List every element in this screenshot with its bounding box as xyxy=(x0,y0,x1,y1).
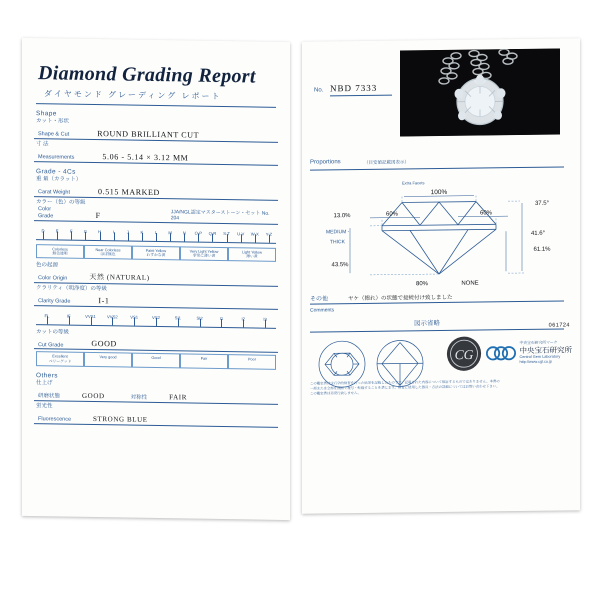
proportions-label: Proportions xyxy=(310,159,341,166)
scale-tick-label: U-V xyxy=(237,230,245,236)
scale-tick-label: IF xyxy=(66,313,71,319)
title-divider xyxy=(36,103,276,108)
field-value-symmetry: FAIR xyxy=(169,392,187,402)
field-color-grade xyxy=(34,199,278,225)
scale-tick-label: I3 xyxy=(263,316,267,322)
report-number-label: No. xyxy=(314,87,324,94)
scale-category-cell: Faint Yellow わずかな黄 xyxy=(132,245,180,260)
scale-tick-label: VVS1 xyxy=(85,313,96,319)
diagram-lower-half-pct: 80% xyxy=(415,281,429,288)
scale-category-cell: Light Yellow 薄い黄 xyxy=(228,247,276,262)
field-finish-group xyxy=(34,380,278,405)
diagram-star-pct: 60% xyxy=(385,211,399,218)
field-shape-and-cut xyxy=(34,118,278,143)
field-label-measurements-jp: 寸 法 xyxy=(36,140,49,148)
field-value-color-origin: 天然 (NATURAL) xyxy=(89,272,150,282)
field-label-cut-en: Cut Grade xyxy=(38,341,64,349)
diagram-culet: NONE xyxy=(461,280,479,287)
field-label-cut-jp: カットの等級 xyxy=(36,328,69,336)
field-label-fluorescence-en: Fluorescence xyxy=(38,415,72,423)
scale-tick-label: VVS2 xyxy=(107,313,118,319)
scale-tick-label: SI2 xyxy=(196,315,203,321)
field-label-color-origin-en: Color Origin xyxy=(38,274,68,282)
field-label-polish: 研磨状態 xyxy=(38,392,61,400)
scale-tick-label: E xyxy=(55,227,59,233)
page-title-japanese: ダイヤモンド グレーディング レポート xyxy=(44,89,222,102)
field-label-measurements-en: Measurements xyxy=(38,154,75,161)
field-label-shape-cut-en: Shape & Cut xyxy=(38,131,70,138)
field-value-fluorescence: STRONG BLUE xyxy=(93,414,148,424)
scale-tick-label: M xyxy=(168,229,172,235)
field-cut-grade xyxy=(34,329,278,354)
scale-tick-label: J xyxy=(126,229,129,235)
scale-tick-label: VS1 xyxy=(130,314,139,320)
diagram-pavilion-depth: 43.5% xyxy=(331,262,349,269)
plot-label: 図示省略 xyxy=(414,320,440,328)
lab-name-jp: 中央宝石研究所 xyxy=(519,345,572,355)
field-color-origin xyxy=(34,262,278,287)
certificate-right-page xyxy=(302,38,580,513)
scale-tick-label: FL xyxy=(44,312,50,318)
field-label-color-origin-jp: 色の起源 xyxy=(36,261,59,269)
page-title: Diamond Grading Report xyxy=(38,62,256,88)
scale-tick-label: VS2 xyxy=(152,314,160,320)
scale-tick-label: I1 xyxy=(219,315,224,321)
comments-label-en: Comments xyxy=(310,307,335,314)
field-label-shape-cut-jp: カット・形状 xyxy=(36,118,69,125)
scale-tick-label: H xyxy=(98,228,102,234)
field-label-color-en: Color Grade xyxy=(38,205,54,220)
diagram-girdle-label-1: MEDIUM - xyxy=(326,229,350,236)
scale-tick-label: S-T xyxy=(223,230,230,236)
cgl-logo-icon xyxy=(486,342,516,364)
field-value-carat-weight: 0.515 MARKED xyxy=(98,186,160,197)
diagram-pavilion-angle: 41.6° xyxy=(530,230,546,237)
diagram-extra-facets-label: Extra Facets xyxy=(402,180,425,186)
cut-scale-categories xyxy=(36,352,276,370)
section-label-grade-4cs: Grade - 4Cs xyxy=(36,167,76,176)
gem-photograph xyxy=(400,49,560,137)
field-label-clarity-en: Clarity Grade xyxy=(38,297,71,305)
certificate-number: 061724 xyxy=(548,322,570,329)
field-label-fluorescence-jp: 蛍光性 xyxy=(36,402,53,410)
field-carat-weight xyxy=(34,176,278,201)
diagram-table-pct: 100% xyxy=(430,188,448,197)
field-value-shape-cut: ROUND BRILLIANT CUT xyxy=(97,128,200,140)
certificate-sheet xyxy=(10,40,590,520)
report-number-value: NBD 7333 xyxy=(330,83,392,97)
diamond-proportion-drawing xyxy=(310,168,568,293)
field-label-clarity-jp: クラリティ（明浄度）の等級 xyxy=(36,284,107,292)
scale-tick-label: N xyxy=(182,229,186,235)
field-note-color-masterstone: JJA/NGL認定マスターストーン・セット No. 204 xyxy=(170,208,270,221)
scale-category-cell: Good xyxy=(132,353,180,368)
field-clarity-grade xyxy=(34,285,278,310)
scale-tick-label: F xyxy=(70,228,73,234)
scale-tick-label: O-P xyxy=(194,230,203,236)
lab-name-en: Central Gem Laboratory xyxy=(519,354,561,360)
diagram-crown-angle: 37.5° xyxy=(534,200,550,207)
color-scale-categories xyxy=(36,244,276,262)
field-fluorescence xyxy=(34,403,278,428)
scale-tick-label: SI1 xyxy=(174,314,181,320)
scale-tick-label: W-X xyxy=(250,230,259,237)
cgl-seal-icon xyxy=(446,336,482,372)
diagram-girdle-label-2: THICK xyxy=(330,239,345,246)
field-label-symmetry: 対称性 xyxy=(130,394,148,401)
proportions-sublabel: （目安値記載図表示） xyxy=(364,159,409,165)
lab-identification xyxy=(446,334,573,372)
scale-category-cell: Fair xyxy=(180,354,228,369)
lab-url: http://www.cgl.co.jp xyxy=(519,359,552,365)
field-label-finish-jp: 仕上げ xyxy=(36,379,53,387)
proportions-diagram xyxy=(310,168,568,293)
field-value-clarity-grade: I-1 xyxy=(98,295,110,305)
field-label-color-jp: カラー（色）の等級 xyxy=(36,198,86,206)
field-value-measurements: 5.06 - 5.14 × 3.12 MM xyxy=(102,151,189,163)
comments-label-jp: その他 xyxy=(310,296,329,303)
certificate-left-page xyxy=(22,38,290,520)
diagram-crown-height: 13.0% xyxy=(333,213,351,220)
plot-divider xyxy=(310,328,564,332)
scale-tick-label: K xyxy=(140,229,144,235)
scale-category-cell: Very Light Yellow 非常に薄い黄 xyxy=(180,246,228,261)
field-label-carat-jp: 重 量（カラット） xyxy=(36,175,82,183)
scale-category-cell: Very good xyxy=(84,352,132,367)
scale-category-cell: Poor xyxy=(228,355,276,370)
scale-category-cell: Near Colorless ほぼ無色 xyxy=(84,244,132,259)
field-value-color-grade: F xyxy=(95,210,101,220)
scale-tick-label: D xyxy=(41,227,45,233)
svg-text:CG: CG xyxy=(454,347,473,363)
scale-tick-label: Q-R xyxy=(208,230,217,236)
clarity-scale xyxy=(36,308,276,329)
pendant-photo-graphic xyxy=(400,49,560,137)
color-scale xyxy=(36,223,276,244)
comments-value: ヤケ（擦れ）の状態で接続付け致しました xyxy=(348,294,453,303)
section-label-shape: Shape xyxy=(36,110,57,118)
scale-tick-label: L xyxy=(154,229,158,235)
field-value-cut-grade: GOOD xyxy=(91,339,117,349)
field-label-carat-en: Carat Weight xyxy=(38,188,70,196)
field-value-polish: GOOD xyxy=(82,391,105,400)
scale-category-cell: Colorless 無色透明 xyxy=(36,244,84,259)
scale-tick-label: Y-Z xyxy=(265,231,273,237)
diagram-star-pct-right: 60% xyxy=(479,210,493,217)
section-label-others: Others xyxy=(36,371,58,380)
field-measurements xyxy=(34,141,278,166)
scale-tick-label: G xyxy=(83,228,88,234)
scale-category-cell: Excellent ベリーグッド xyxy=(36,352,84,367)
diagram-total-depth: 61.1% xyxy=(533,246,551,253)
scale-tick-label: I2 xyxy=(241,315,246,321)
lab-mark-note: 中央宝石研究所マーク xyxy=(519,340,558,346)
legal-fineprint: この鑑定書は宝石学的検査を行った結果を記載したものです。記載された内容について保証するものではありません。本書の一部または全部を無断で複写・転載することを禁じます。検査に使用した器具・方法の詳細についてはお問い合わせ下さい。この鑑定書は再発行致しません。 xyxy=(310,379,500,396)
scale-tick-label: I xyxy=(113,228,115,234)
